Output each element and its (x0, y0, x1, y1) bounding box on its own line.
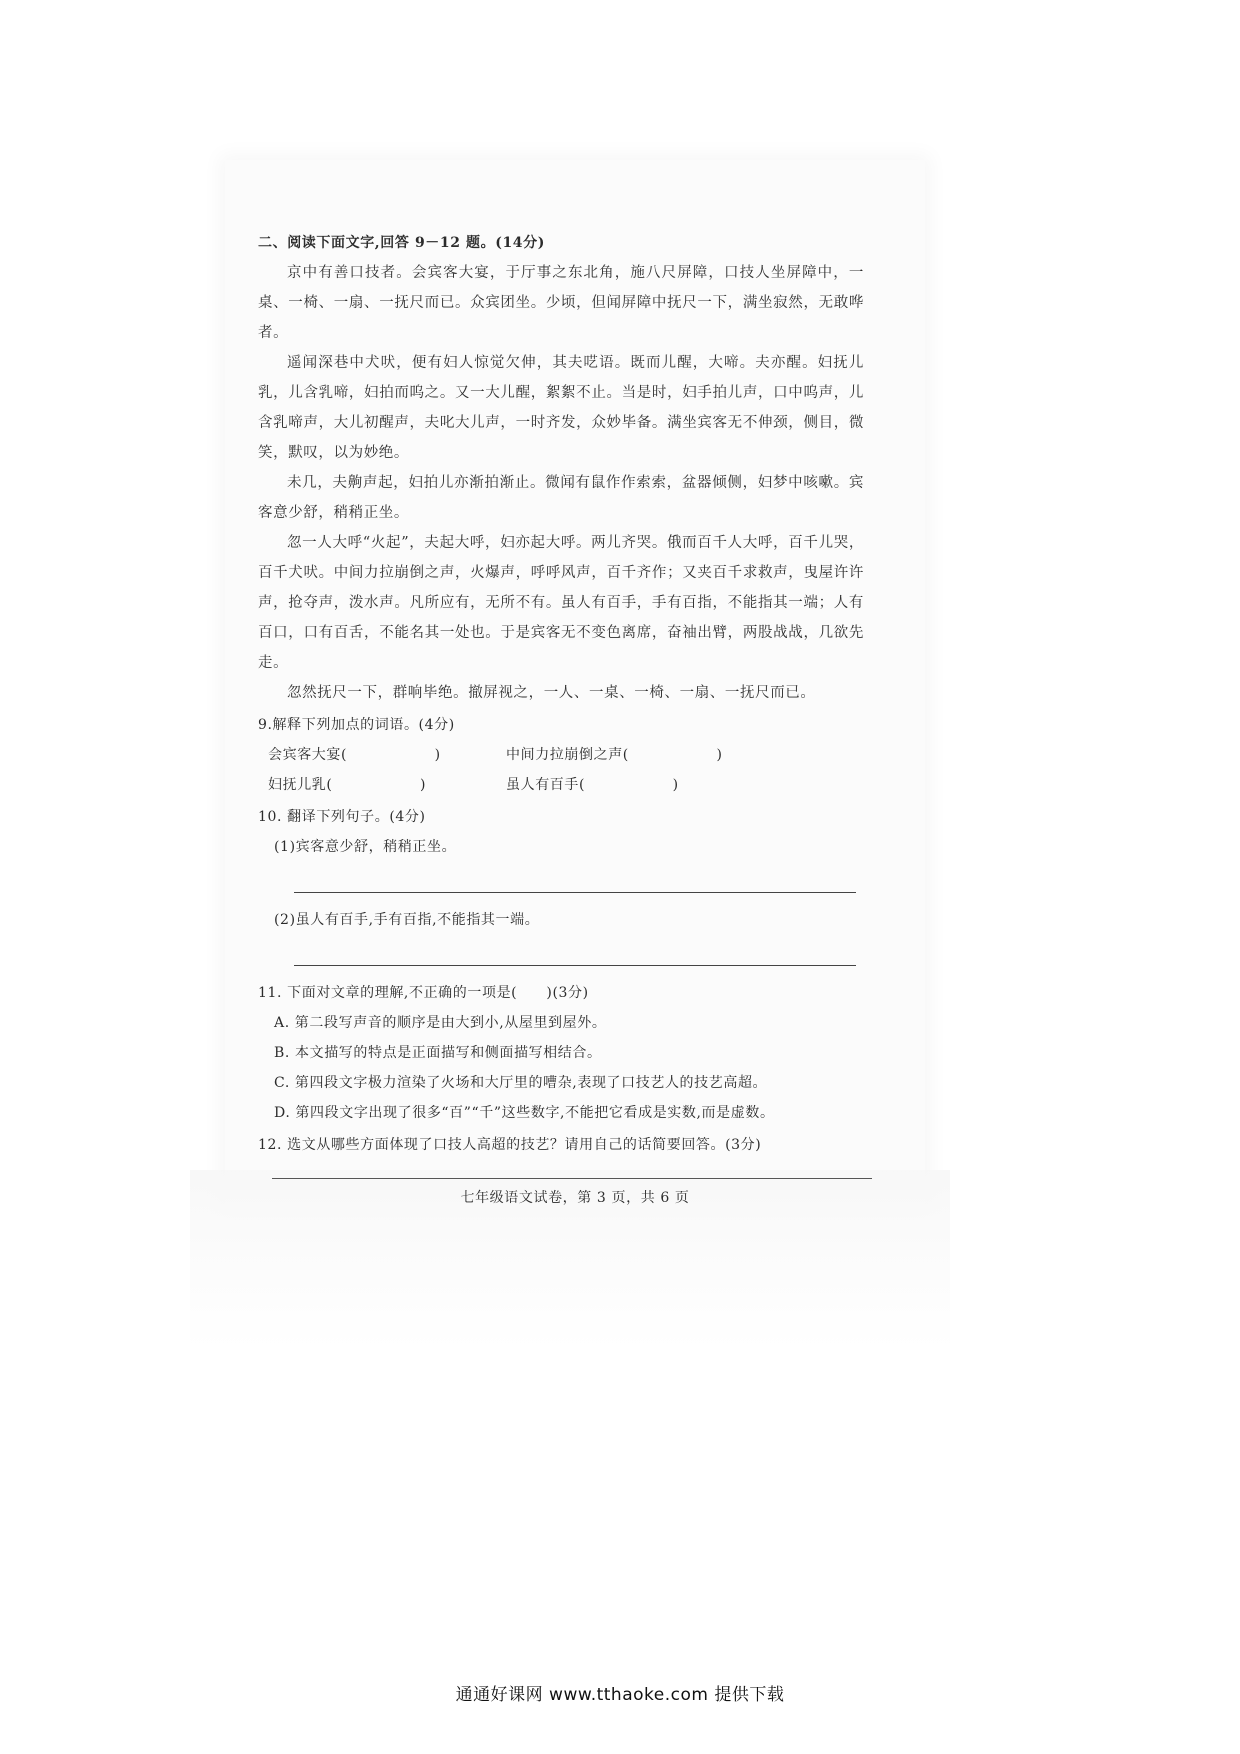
section-title: 二、阅读下面文字,回答 9－12 题。(14分) (258, 235, 545, 251)
answer-line-2 (294, 935, 856, 966)
download-watermark: 通通好课网 www.tthaoke.com 提供下载 (455, 1685, 785, 1705)
question-9-prompt: 9.解释下列加点的词语。(4分) (258, 717, 455, 733)
question-9-item-3: 妇抚儿乳( ) (268, 777, 427, 793)
answer-line-1 (294, 862, 856, 893)
passage-paragraph-4: 忽一人大呼“火起”，夫起大呼，妇亦起大呼。两儿齐哭。俄而百千人大呼，百千儿哭，百千犬吠。中间力拉崩倒之声，火爆声，呼呼风声，百千齐作；又夹百千求救声，曳屋许许声，抢夺声，泼水声。凡所应有，无所不有。虽人有百手，手有百指，不能指其一端；人有百口，口有百舌，不能名其一处也。于是宾客无不变色离席，奋袖出臂，两股战战，几欲先走。 (258, 535, 864, 671)
question-11-option-a: A. 第二段写声音的顺序是由大到小,从屋里到屋外。 (274, 1015, 607, 1031)
question-11-prompt: 11. 下面对文章的理解,不正确的一项是( )(3分) (258, 985, 589, 1001)
question-9-item-2: 中间力拉崩倒之声( ) (506, 747, 723, 763)
question-11-option-b: B. 本文描写的特点是正面描写和侧面描写相结合。 (274, 1045, 602, 1061)
passage-paragraph-2: 遥闻深巷中犬吠，便有妇人惊觉欠伸，其夫呓语。既而儿醒，大啼。夫亦醒。妇抚儿乳，儿含乳啼，妇拍而呜之。又一大儿醒，絮絮不止。当是时，妇手拍儿声，口中呜声，儿含乳啼声，大儿初醒声，夫叱大儿声，一时齐发，众妙毕备。满坐宾客无不伸颈，侧目，微笑，默叹，以为妙绝。 (258, 355, 864, 461)
question-9-row-1 (258, 740, 864, 770)
passage-paragraph-3: 未几，夫齁声起，妇拍儿亦渐拍渐止。微闻有鼠作作索索，盆器倾侧，妇梦中咳嗽。宾客意少舒，稍稍正坐。 (258, 475, 864, 521)
question-9-item-1: 会宾客大宴( ) (268, 747, 441, 763)
question-10-sentence-2: (2)虽人有百手,手有百指,不能指其一端。 (274, 912, 540, 928)
question-9-row-2 (258, 770, 864, 800)
question-10-prompt: 10. 翻译下列句子。(4分) (258, 809, 426, 825)
passage-paragraph-5: 忽然抚尺一下，群响毕绝。撤屏视之，一人、一桌、一椅、一扇、一抚尺而已。 (287, 685, 816, 701)
page-footer: 七年级语文试卷，第 3 页，共 6 页 (460, 1190, 690, 1206)
exam-content (258, 228, 864, 1213)
question-11-option-c: C. 第四段文字极力渲染了火场和大厅里的嘈杂,表现了口技艺人的技艺高超。 (274, 1075, 768, 1091)
passage-paragraph-1: 京中有善口技者。会宾客大宴，于厅事之东北角，施八尺屏障，口技人坐屏障中，一桌、一椅、一扇、一抚尺而已。众宾团坐。少顷，但闻屏障中抚尺一下，满坐寂然，无敢哗者。 (258, 265, 864, 341)
question-11-option-d: D. 第四段文字出现了很多“百”“千”这些数字,不能把它看成是实数,而是虚数。 (274, 1105, 775, 1121)
question-10-sentence-1: (1)宾客意少舒，稍稍正坐。 (274, 839, 457, 855)
question-12-prompt: 12. 选文从哪些方面体现了口技人高超的技艺？请用自己的话简要回答。(3分) (258, 1137, 762, 1153)
question-9-item-4: 虽人有百手( ) (506, 777, 679, 793)
footer-divider (272, 1178, 872, 1179)
